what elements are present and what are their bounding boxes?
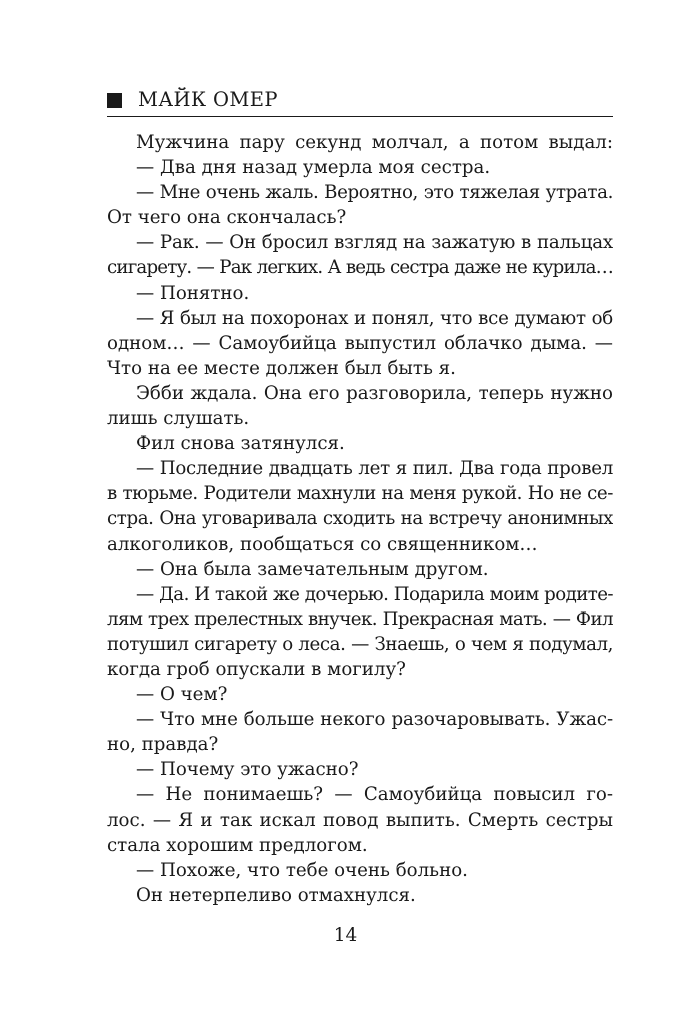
text-line: — Мне очень жаль. Вероятно, это тяжелая утрата.	[136, 182, 613, 204]
text-line: алкоголиков, пообщаться со священником…	[107, 533, 538, 555]
body-text	[107, 130, 613, 908]
text-line: — Да. И такой же дочерью. Подарила моим родите-	[136, 583, 613, 605]
text-line: Фил снова затянулся.	[136, 433, 345, 455]
text-line: потушил сигарету о леса. — Знаешь, о чем я подумал,	[107, 633, 613, 655]
text-line: Эбби ждала. Она его разговорила, теперь нужно	[136, 382, 613, 404]
author-name: МАЙК ОМЕР	[138, 88, 278, 111]
text-line: лос. — Я и так искал повод выпить. Смерть сестры	[107, 809, 613, 831]
text-line: сигарету. — Рак легких. А ведь сестра даже не курила…	[107, 257, 613, 279]
text-line: — Не понимаешь? — Самоубийца повысил го-	[136, 784, 613, 806]
text-line: Что на ее месте должен был быть я.	[107, 357, 456, 379]
text-line: в тюрьме. Родители махнули на меня рукой. Но не се-	[107, 483, 613, 505]
text-line: лишь слушать.	[107, 408, 250, 430]
running-head	[107, 84, 613, 117]
text-line: одном… — Самоубийца выпустил облачко дыма. —	[107, 332, 613, 354]
text-line: стала хорошим предлогом.	[107, 834, 368, 856]
text-line: — Похоже, что тебе очень больно.	[136, 859, 468, 881]
text-line: — Понятно.	[136, 282, 250, 304]
text-line: — Почему это ужасно?	[136, 759, 359, 781]
text-line: — Два дня назад умерла моя сестра.	[136, 157, 491, 179]
text-line: лям трех прелестных внучек. Прекрасная мать. — Фил	[107, 608, 613, 630]
text-line: — О чем?	[136, 684, 228, 706]
text-line: Мужчина пару секунд молчал, а потом выдал:	[136, 132, 613, 153]
text-line: — Она была замечательным другом.	[136, 558, 489, 580]
text-line: — Последние двадцать лет я пил. Два года провел	[136, 458, 613, 480]
text-line: но, правда?	[107, 734, 219, 756]
header-square-ornament	[107, 93, 122, 108]
text-line: когда гроб опускали в могилу?	[107, 658, 406, 680]
page-number: 14	[333, 925, 358, 946]
text-line: — Рак. — Он бросил взгляд на зажатую в пальцах	[136, 232, 613, 254]
text-line: — Что мне больше некого разочаровывать. Ужас-	[136, 709, 613, 731]
text-line: Он нетерпеливо отмахнулся.	[136, 884, 416, 906]
text-line: стра. Она уговаривала сходить на встречу анонимных	[107, 508, 613, 530]
text-line: От чего она скончалась?	[107, 207, 347, 229]
text-line: — Я был на похоронах и понял, что все думают об	[136, 307, 613, 329]
